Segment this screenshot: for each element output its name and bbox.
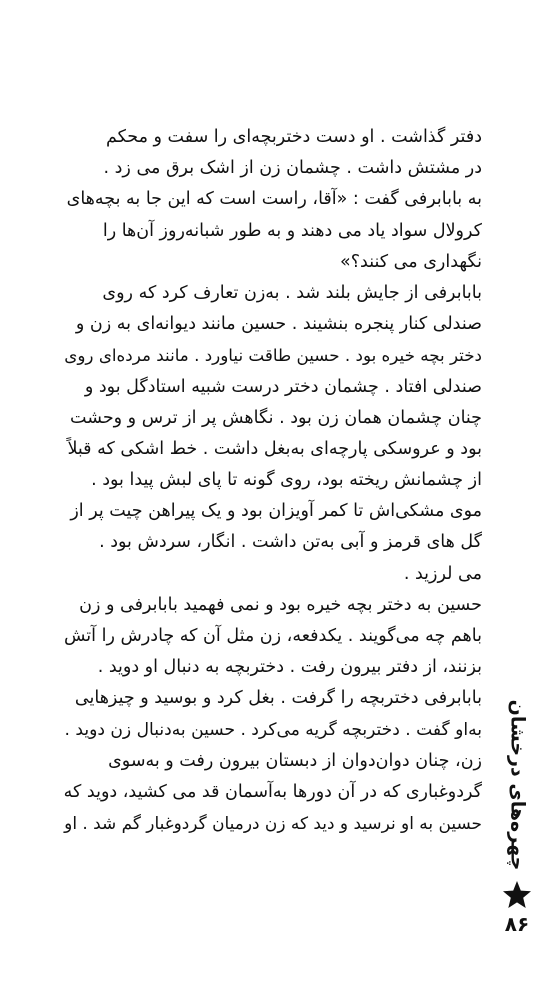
- running-title-text: چهره‌های درخشان: [506, 699, 528, 871]
- text-line: می لرزید .: [403, 563, 482, 584]
- body-text: [64, 122, 482, 839]
- text-line: از چشمانش ریخته بود، روی گونه تا پای لبش پیدا بود .: [91, 470, 482, 491]
- text-line: صندلی کنار پنجره بنشیند . حسین مانند دیوانه‌ای به زن و: [75, 314, 482, 335]
- text-line: بود و عروسکی پارچه‌ای به‌بغل داشت . خط اشکی که قبلاً: [67, 438, 482, 459]
- text-line: بابابرفی دختربچه را گرفت . بغل کرد و بوسید و چیزهایی: [74, 688, 482, 709]
- text-line: بابابرفی از جایش بلند شد . به‌زن تعارف کرد که روی: [102, 282, 482, 303]
- text-line: کرولال سواد یاد می دهند و به طور شبانه‌روز آن‌ها را: [102, 220, 482, 241]
- text-line: بزنند، از دفتر بیرون رفت . دختربچه به دنبال او دوید .: [97, 657, 482, 678]
- text-line: به‌او گفت . دختربچه گریه می‌کرد . حسین به‌دنبال زن دوید .: [64, 719, 482, 740]
- text-line: زن، چنان دوان‌دوان از دبستان بیرون رفت و به‌سوی: [108, 750, 482, 771]
- text-line: در مشتش داشت . چشمان زن از اشک برق می زد .: [103, 158, 482, 179]
- text-line: حسین به دختر بچه خیره بود و نمی فهمید بابابرفی و زن: [79, 594, 482, 615]
- text-line: صندلی افتاد . چشمان دختر درست شبیه استادگل بود و: [84, 376, 482, 397]
- page-number: ۸۶: [504, 912, 530, 936]
- text-line: گل های قرمز و آبی به‌تن داشت . انگار، سردش بود .: [99, 532, 482, 553]
- text-line: چنان چشمان همان زن بود . نگاهش پر از ترس و وحشت: [70, 407, 482, 428]
- star-icon: [502, 880, 532, 910]
- text-line: موی مشکی‌اش تا کمر آویزان بود و یک پیراهن چیت پر از: [70, 501, 482, 522]
- text-line: باهم چه می‌گویند . یکدفعه، زن مثل آن که چادرش را آتش: [63, 626, 482, 646]
- text-line: به بابابرفی گفت : «آقا، راست است که این جا به بچه‌های: [66, 189, 482, 210]
- text-line: دختر بچه خیره بود . حسین طاقت نیاورد . مانند مرده‌ای روی: [64, 345, 482, 366]
- text-line: حسین به او نرسید و دید که زن درمیان گردوغبار گم شد . او: [64, 813, 482, 834]
- running-title: [497, 690, 537, 880]
- text-line: گردوغباری که در آن دورها به‌آسمان قد می کشید، دوید که: [63, 781, 482, 802]
- text-line: دفتر گذاشت . او دست دختربچه‌ای را سفت و محکم: [105, 127, 482, 147]
- text-line: نگهداری می کنند؟»: [340, 251, 482, 272]
